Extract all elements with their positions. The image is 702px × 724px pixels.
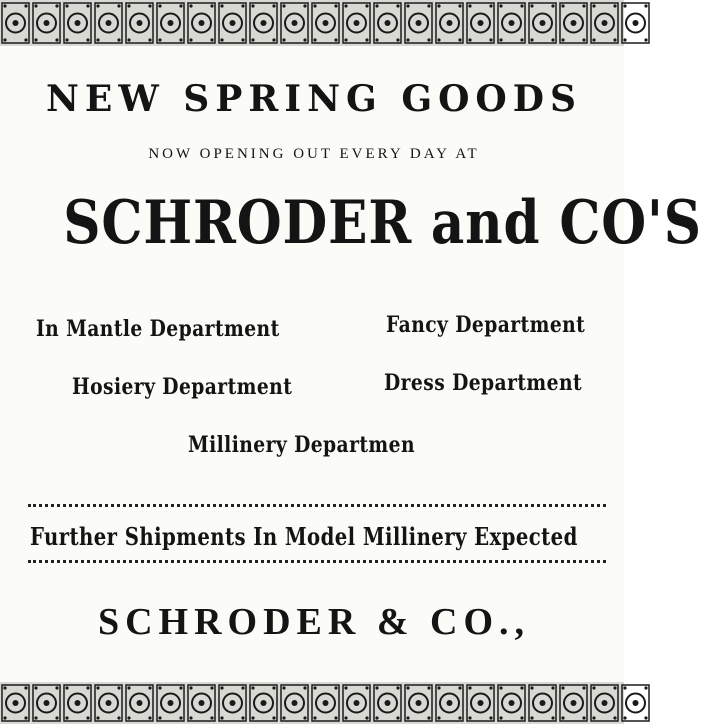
- department-dress: Dress Department: [384, 370, 583, 396]
- dotted-rule-top: [28, 504, 606, 507]
- shipments-notice: Further Shipments In Model Millinery Expected: [30, 522, 578, 551]
- top-ornamental-border: [0, 0, 624, 46]
- ornament-motif: [622, 3, 649, 43]
- department-fancy: Fancy Department: [386, 312, 586, 338]
- signoff: SCHRODER & CO.,: [97, 601, 531, 643]
- ornament-motif: [622, 685, 649, 721]
- department-mantle: In Mantle Department: [36, 316, 280, 342]
- store-name: SCHRODER and CO'S: [63, 188, 702, 258]
- department-millinery: Millinery Departmen: [188, 432, 415, 458]
- headline: NEW SPRING GOODS: [46, 78, 582, 120]
- department-hosiery: Hosiery Department: [72, 374, 293, 400]
- dotted-rule-bottom: [28, 560, 606, 563]
- bottom-ornamental-border: [0, 682, 624, 724]
- subheadline: NOW OPENING OUT EVERY DAY AT: [148, 146, 480, 162]
